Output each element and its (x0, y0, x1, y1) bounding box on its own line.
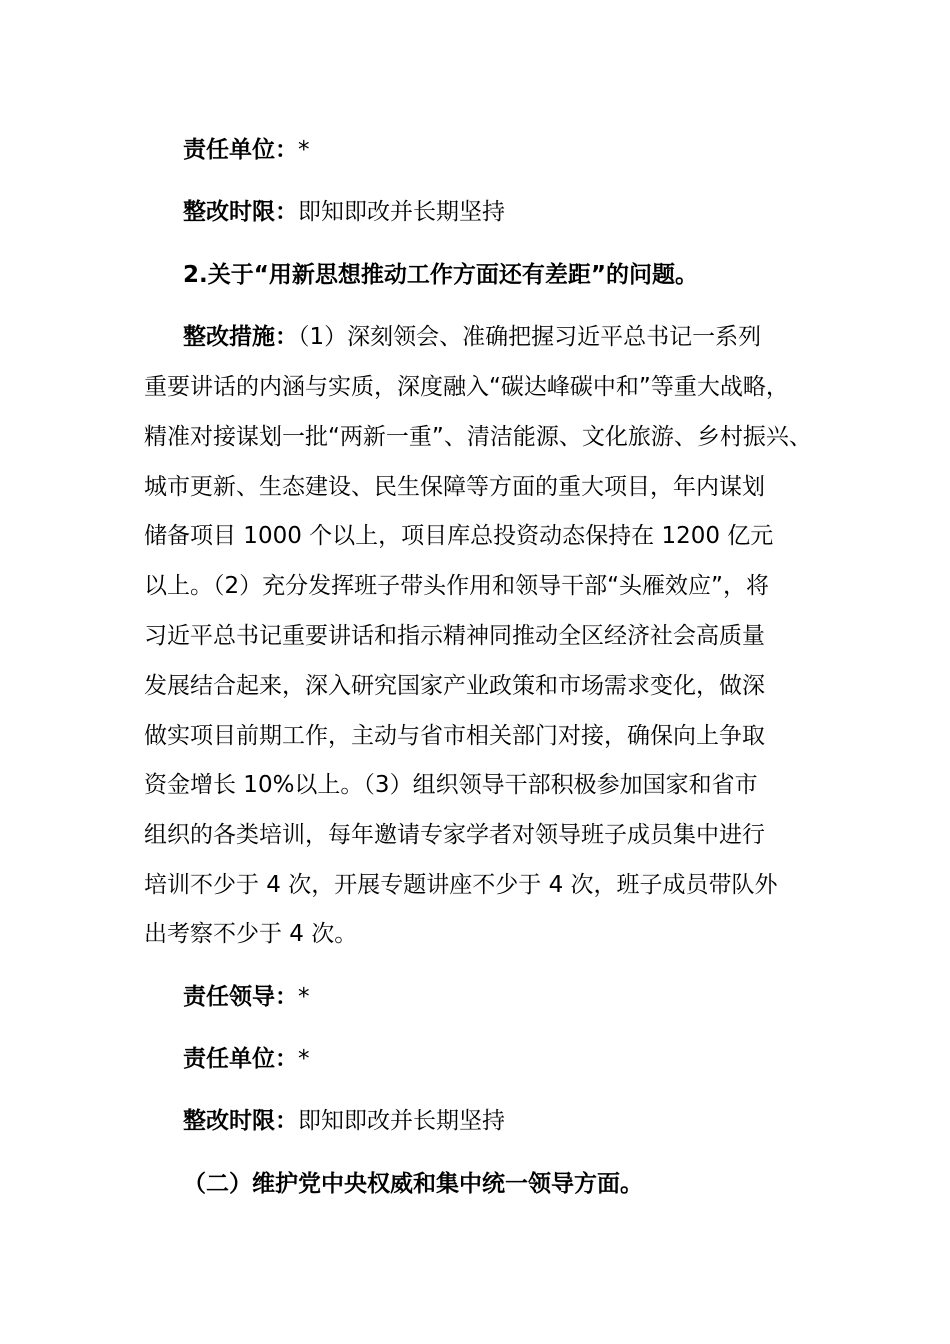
responsible-unit-value: * (298, 137, 310, 163)
measures-line: 储备项目 1000 个以上，项目库总投资动态保持在 1200 亿元 (144, 523, 774, 549)
measures-line: 做实项目前期工作，主动与省市相关部门对接，确保向上争取 (144, 723, 765, 749)
measures-line: 精准对接谋划一批“两新一重”、清洁能源、文化旅游、乡村振兴、 (144, 424, 812, 450)
measures-label: 整改措施： (183, 324, 298, 350)
responsible-unit-label: 责任单位： (183, 137, 298, 163)
deadline-line (183, 1105, 505, 1137)
deadline-label: 整改时限： (183, 1108, 298, 1134)
measures-text: （1）深刻领会、准确把握习近平总书记一系列 (298, 324, 762, 350)
deadline-label: 整改时限： (183, 199, 298, 225)
deadline-value: 即知即改并长期坚持 (298, 199, 505, 225)
responsible-leader-label: 责任领导： (183, 984, 298, 1010)
issue-heading: 2.关于“用新思想推动工作方面还有差距”的问题。 (183, 262, 698, 288)
responsible-unit-line (183, 134, 310, 166)
measures-line: 培训不少于 4 次，开展专题讲座不少于 4 次，班子成员带队外 (144, 872, 778, 898)
section-heading: （二）维护党中央权威和集中统一领导方面。 (183, 1171, 643, 1197)
deadline-value: 即知即改并长期坚持 (298, 1108, 505, 1134)
measures-line: 城市更新、生态建设、民生保障等方面的重大项目，年内谋划 (144, 474, 765, 500)
measures-line: 资金增长 10%以上。（3）组织领导干部积极参加国家和省市 (144, 772, 758, 798)
responsible-leader-value: * (298, 984, 310, 1010)
responsible-unit-label: 责任单位： (183, 1046, 298, 1072)
responsible-leader-line (183, 981, 310, 1013)
measures-first-line (183, 321, 761, 353)
responsible-unit-value: * (298, 1046, 310, 1072)
measures-line: 发展结合起来，深入研究国家产业政策和市场需求变化，做深 (144, 673, 765, 699)
measures-line: 组织的各类培训，每年邀请专家学者对领导班子成员集中进行 (144, 822, 765, 848)
responsible-unit-line (183, 1043, 310, 1075)
measures-line: 习近平总书记重要讲话和指示精神同推动全区经济社会高质量 (144, 623, 765, 649)
measures-line: 出考察不少于 4 次。 (144, 921, 358, 947)
measures-line: 以上。（2）充分发挥班子带头作用和领导干部“头雁效应”，将 (144, 573, 769, 599)
measures-line: 重要讲话的内涵与实质，深度融入“碳达峰碳中和”等重大战略， (144, 374, 789, 400)
deadline-line (183, 196, 505, 228)
